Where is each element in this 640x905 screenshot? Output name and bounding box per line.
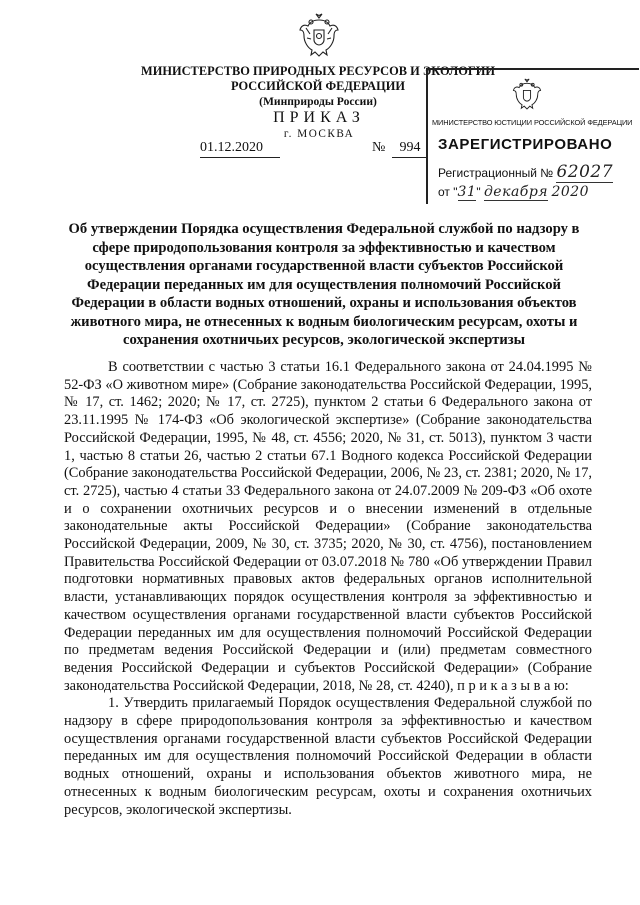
document-body: [64, 359, 592, 819]
coat-of-arms-icon: [298, 12, 340, 58]
city-name: г. МОСКВА: [283, 128, 355, 140]
coat-of-arms-icon: [512, 76, 542, 112]
stamp-date-year: 2020: [551, 184, 590, 200]
ministry-name-line1: МИНИСТЕРСТВО ПРИРОДНЫХ РЕСУРСОВ И ЭКОЛОГИИ: [141, 64, 495, 78]
stamp-reg-label: Регистрационный №: [438, 166, 554, 180]
ministry-name-line2: РОССИЙСКОЙ ФЕДЕРАЦИИ: [231, 79, 405, 93]
stamp-date-line: [438, 184, 589, 200]
stamp-registration-line: [438, 162, 613, 182]
stamp-date-day: 31: [457, 184, 477, 200]
stamp-date-month: декабря: [483, 184, 549, 200]
order-number: 994: [392, 140, 428, 158]
stamp-reg-number: 62027: [556, 162, 614, 182]
stamp-status: ЗАРЕГИСТРИРОВАНО: [438, 136, 613, 153]
document-title: Об утверждении Порядка осуществления Федеральной службой по надзору в сфере природопользования контроля за эффективностью и качеством осуществления органами государственной власти субъектов Российской Федерации переданных им для осуществления полномочий Российской Федерации в области водных отношений, охраны и использования объектов животного мира, не отнесенных к водным биологическим ресурсам, охоты и сохранения охотничьих ресурсов, экологической экспертизы: [68, 221, 580, 348]
number-sign: №: [372, 140, 386, 155]
body-paragraph: В соответствии с частью 3 статьи 16.1 Федерального закона от 24.04.1995 № 52-ФЗ «О животном мире» (Собрание законодательства Российской Федерации, 1995, № 17, ст. 1462; 2020; № 17, ст. 2725), пунктом 2 статьи 6 Федерального закона от 23.11.1995 № 174-ФЗ «Об экологической экспертизе» (Собрание законодательства Российской Федерации, 1995, № 48, ст. 4556; 2020, № 31, ст. 5013), пунктом 3 части 1, частью 8 статьи 26, частью 2 статьи 67.1 Водного кодекса Российской Федерации (Собрание законодательства Российской Федерации, 2006, № 23, ст. 2381; 2020, № 17, ст. 2725), частью 4 статьи 33 Федерального закона от 24.07.2009 № 209-ФЗ «Об охоте и о сохранении охотничьих ресурсов и о внесении изменений в отдельные законодательные акты Российской Федерации» (Собрание законодательства Российской Федерации, 2009, № 30, ст. 3735; 2020, № 30, ст. 4756), постановлением Правительства Российской Федерации от 03.07.2018 № 780 «Об утверждении Правил подготовки нормативных правовых актов федеральных органов исполнительной власти, устанавливающих порядок осуществления контроля за эффективностью и качеством осуществления органами государственной власти субъектов Российской Федерации переданных им для осуществления полномочий Российской Федерации по предметам ведения Российской Федерации и (или) предметам совместного ведения Российской Федерации и субъектов Российской Федерации» (Собрание законодательства Российской Федерации, 2018, № 28, ст. 4240), п р и к а з ы в а ю:: [64, 359, 592, 694]
body-paragraph: 1. Утвердить прилагаемый Порядок осуществления Федеральной службой по надзору в сфере природопользования контроля за эффективностью и качеством осуществления органами государственной власти субъектов Российской Федерации переданных им для осуществления полномочий Российской Федерации в области водных отношений, охраны и использования объектов животного мира, не отнесенных к водным биологическим ресурсам, охоты и сохранения охотничьих ресурсов, экологической экспертизы.: [64, 695, 592, 818]
stamp-date-prefix: от ": [438, 185, 458, 199]
stamp-date-quote: ": [476, 185, 481, 199]
order-heading: ПРИКАЗ: [273, 109, 365, 126]
ministry-short-name: (Минприроды России): [259, 95, 377, 108]
order-date: 01.12.2020: [200, 140, 280, 158]
stamp-ministry-name: МИНИСТЕРСТВО ЮСТИЦИИ РОССИЙСКОЙ ФЕДЕРАЦИИ: [432, 118, 633, 127]
